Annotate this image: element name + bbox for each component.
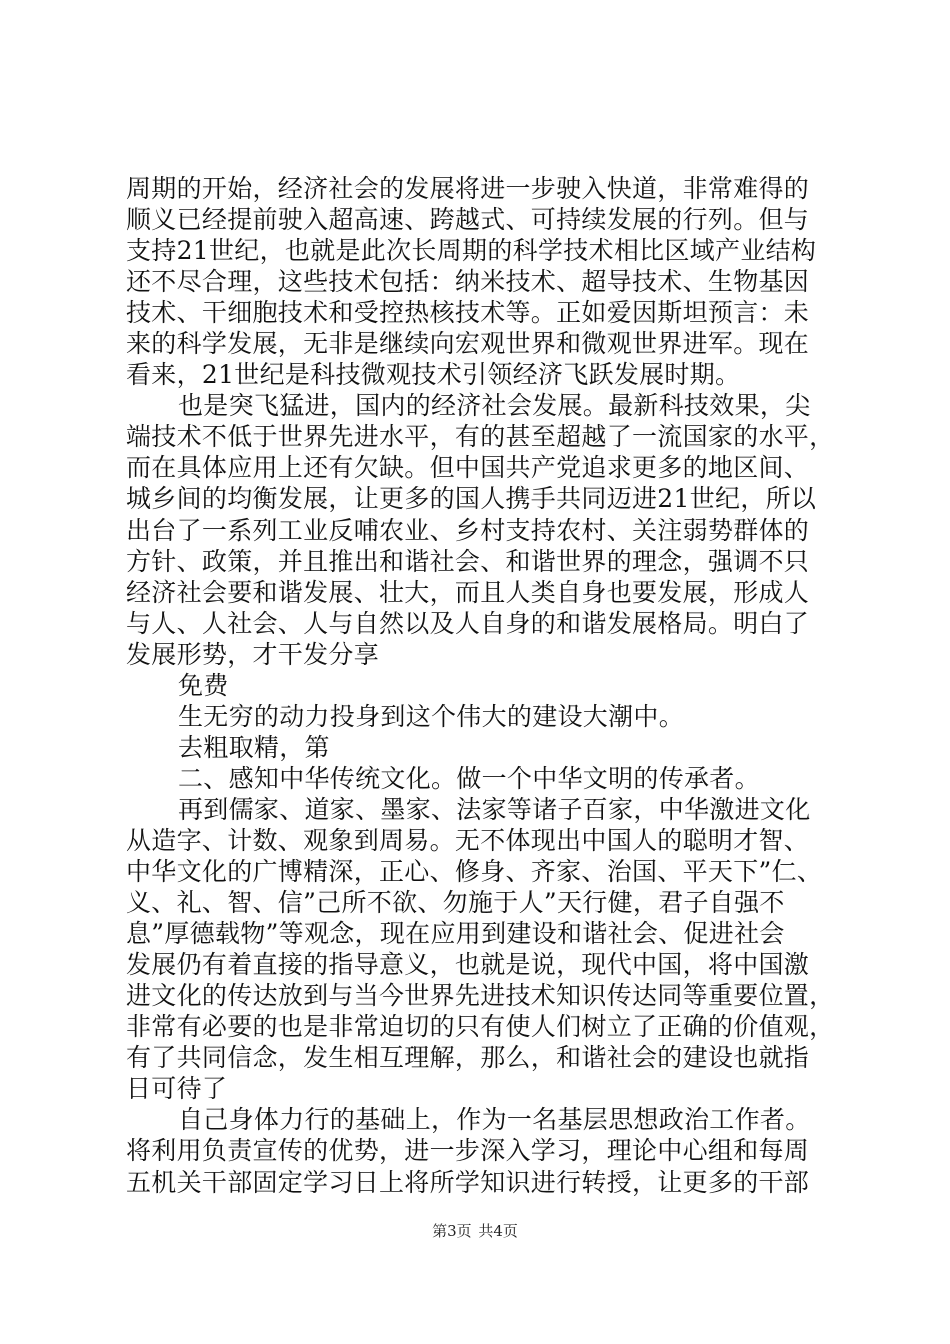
text-line: 端技术不低于世界先进水平，有的甚至超越了一流国家的水平， [126, 422, 835, 452]
text-line: 二、感知中华传统文化。做一个中华文明的传承者。 [178, 763, 760, 793]
document-body [126, 173, 846, 1198]
text-line: 出台了一系列工业反哺农业、乡村支持农村、关注弱势群体的 [126, 515, 810, 545]
text-line: 非常有必要的也是非常迫切的只有使人们树立了正确的价值观， [126, 1012, 835, 1042]
text-line: 日可待了 [126, 1074, 228, 1104]
page-number: 第3页 [432, 1222, 472, 1240]
page-footer [0, 1220, 950, 1241]
text-line: 中华文化的广博精深，正心、修身、齐家、治国、平天下”仁、 [126, 857, 823, 887]
text-line: 免费 [178, 670, 229, 700]
text-line: 再到儒家、道家、墨家、法家等诸子百家，中华激进文化 [178, 794, 811, 824]
text-line: 支持21世纪，也就是此次长周期的科学技术相比区域产业结构 [126, 236, 817, 266]
text-line: 将利用负责宣传的优势，进一步深入学习，理论中心组和每周 [126, 1136, 810, 1166]
text-line: 去粗取精，第 [178, 732, 330, 762]
text-line: 与人、人社会、人与自然以及人自身的和谐发展格局。明白了 [126, 608, 810, 638]
text-line: 顺义已经提前驶入超高速、跨越式、可持续发展的行列。但与 [126, 205, 810, 235]
text-line: 息”厚德载物”等观念，现在应用到建设和谐社会、促进社会 [126, 919, 785, 949]
text-line: 还不尽合理，这些技术包括：纳米技术、超导技术、生物基因 [126, 267, 810, 297]
text-line: 生无穷的动力投身到这个伟大的建设大潮中。 [178, 701, 685, 731]
text-line: 五机关干部固定学习日上将所学知识进行转授，让更多的干部 [126, 1167, 810, 1197]
text-line: 自己身体力行的基础上，作为一名基层思想政治工作者。 [178, 1105, 811, 1135]
text-line: 有了共同信念，发生相互理解，那么，和谐社会的建设也就指 [126, 1043, 810, 1073]
text-line: 从造字、计数、观象到周易。无不体现出中国人的聪明才智、 [126, 825, 810, 855]
text-line: 看来，21世纪是科技微观技术引领经济飞跃发展时期。 [126, 360, 741, 390]
text-line: 周期的开始，经济社会的发展将进一步驶入快道，非常难得的 [126, 174, 810, 203]
page-total: 共4页 [478, 1222, 518, 1240]
text-line: 来的科学发展，无非是继续向宏观世界和微观世界进军。现在 [126, 329, 810, 359]
text-line: 而在具体应用上还有欠缺。但中国共产党追求更多的地区间、 [126, 453, 810, 483]
text-line: 城乡间的均衡发展，让更多的国人携手共同迈进21世纪，所以 [126, 484, 817, 514]
text-line: 义、礼、智、信”己所不欲、勿施于人”天行健，君子自强不 [126, 888, 785, 918]
text-line: 也是突飞猛进，国内的经济社会发展。最新科技效果，尖 [178, 391, 811, 421]
text-line: 技术、干细胞技术和受控热核技术等。正如爱因斯坦预言：未 [126, 298, 810, 328]
text-line: 发展形势，才干发分享 [126, 639, 380, 669]
text-line: 经济社会要和谐发展、壮大，而且人类自身也要发展，形成人 [126, 577, 810, 607]
text-line: 进文化的传达放到与当今世界先进技术知识传达同等重要位置， [126, 981, 835, 1011]
text-line: 方针、政策，并且推出和谐社会、和谐世界的理念，强调不只 [126, 546, 810, 576]
text-line: 发展仍有着直接的指导意义，也就是说，现代中国，将中国激 [126, 950, 810, 980]
